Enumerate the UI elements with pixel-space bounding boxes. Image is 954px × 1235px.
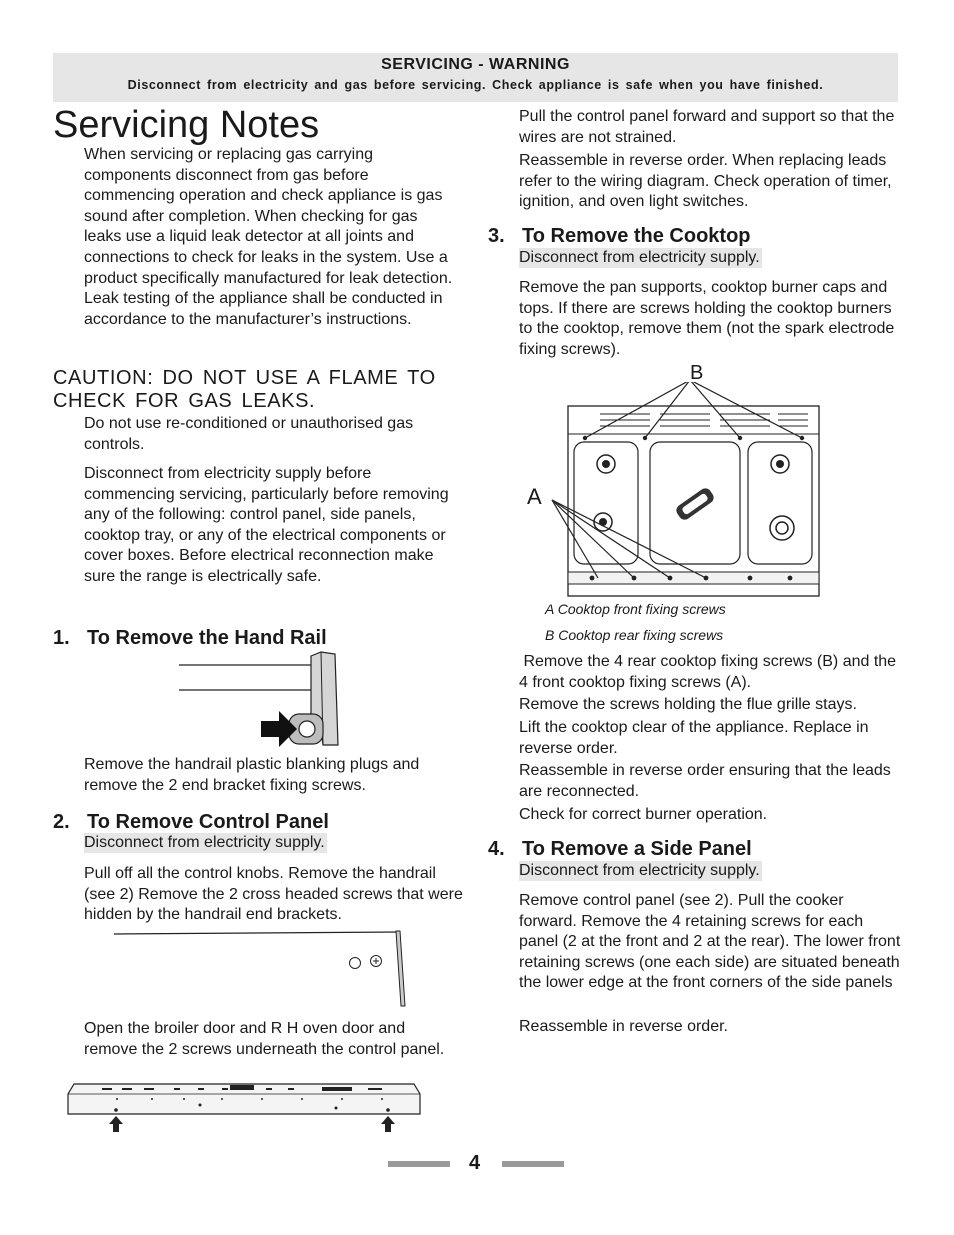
caption-a: A Cooktop front fixing screws	[545, 601, 726, 617]
section-2-title: To Remove Control Panel	[87, 811, 329, 833]
control-panel-screws-illustration	[108, 926, 413, 1012]
control-panel-text-2: Reassemble in reverse order. When replacing leads refer to the wiring diagram. Check operation of timer, ignition, and oven light switches.	[519, 152, 892, 211]
section-2-heading	[53, 811, 329, 834]
section-3-number: 3.	[488, 225, 505, 247]
section-1-heading	[53, 627, 327, 650]
page-number-bar-left	[388, 1161, 450, 1167]
warning-text: Disconnect from electricity and gas before servicing. Check appliance is safe when you have finished.	[127, 78, 824, 92]
section-2-disconnect-note	[84, 834, 327, 852]
section-3-heading	[488, 225, 751, 248]
section-2-text-1: Pull off all the control knobs. Remove the handrail (see 2) Remove the 2 cross headed screws that were hidden by the handrail end brackets.	[84, 865, 463, 924]
warning-title: SERVICING - WARNING	[381, 56, 570, 73]
section-2-number: 2.	[53, 811, 70, 833]
control-panel-front-illustration	[62, 1080, 424, 1134]
section-3-step-4: Reassemble in reverse order ensuring that the leads are reconnected.	[519, 762, 891, 800]
section-3-highlight: Disconnect from electricity supply.	[519, 249, 760, 266]
caption-b: B Cooktop rear fixing screws	[545, 627, 724, 643]
page-title: Servicing Notes	[53, 104, 320, 146]
section-3-step-3: Lift the cooktop clear of the appliance. Replace in reverse order.	[519, 719, 869, 757]
section-4-title: To Remove a Side Panel	[522, 838, 752, 860]
section-3-text-1: Remove the pan supports, cooktop burner caps and tops. If there are screws holding the cooktop burners to the cooktop, remove them (not the spark electrode fixing screws).	[519, 279, 895, 358]
warning-banner	[53, 53, 898, 102]
cooktop-illustration	[540, 382, 830, 602]
label-b: B	[690, 362, 704, 384]
page-number-bar-right	[502, 1161, 564, 1167]
section-4-disconnect-note	[519, 862, 762, 880]
section-1-title: To Remove the Hand Rail	[87, 627, 327, 649]
page-number: 4	[469, 1152, 481, 1174]
section-3-step-1: Remove the 4 rear cooktop fixing screws (B) and the 4 front cooktop fixing screws (A).	[519, 653, 901, 691]
intro-paragraph: When servicing or replacing gas carrying components disconnect from gas before commencing operation and check appliance is gas sound after completion. When checking for gas leaks use a liquid leak detector at all joints and connections to check for leaks in the system. Use a product specifically manufactured for leak detection. Leak testing of the appliance shall be conducted in accordance to the manufacturer’s instructions.	[84, 146, 453, 328]
section-3-title: To Remove the Cooktop	[522, 225, 751, 247]
section-1-text: Remove the handrail plastic blanking plugs and remove the 2 end bracket fixing screws.	[84, 756, 420, 794]
section-4-heading	[488, 838, 752, 861]
section-4-text-2: Reassemble in reverse order.	[519, 1018, 728, 1035]
section-2-highlight: Disconnect from electricity supply.	[84, 834, 325, 851]
hand-rail-illustration	[175, 648, 350, 752]
section-3-step-5: Check for correct burner operation.	[519, 806, 768, 823]
caution-paragraph-2: Disconnect from electricity supply before commencing servicing, particularly before removing any of the following: control panel, side panels, cooktop tray, or any of the electrical components or cover boxes. Before electrical reconnection make sure the range is electrically safe.	[84, 465, 449, 585]
section-4-number: 4.	[488, 838, 505, 860]
section-3-step-2: Remove the screws holding the flue grille stays.	[519, 696, 857, 713]
caution-heading: CAUTION: DO NOT USE A FLAME TO CHECK FOR GAS LEAKS.	[53, 367, 436, 412]
section-2-text-2: Open the broiler door and R H oven door and remove the 2 screws underneath the control panel.	[84, 1020, 445, 1058]
section-3-disconnect-note	[519, 249, 762, 267]
section-1-number: 1.	[53, 627, 70, 649]
section-4-highlight: Disconnect from electricity supply.	[519, 862, 760, 879]
label-a: A	[527, 484, 542, 509]
caution-paragraph-1: Do not use re-conditioned or unauthorised gas controls.	[84, 415, 414, 453]
control-panel-text-1: Pull the control panel forward and support so that the wires are not strained.	[519, 108, 895, 146]
section-4-text-1: Remove control panel (see 2). Pull the cooker forward. Remove the 4 retaining screws for each panel (2 at the front and 2 at the rear). The lower front retaining screws (one each side) are situated beneath the lower edge at the front corners of the side panels	[519, 892, 901, 992]
